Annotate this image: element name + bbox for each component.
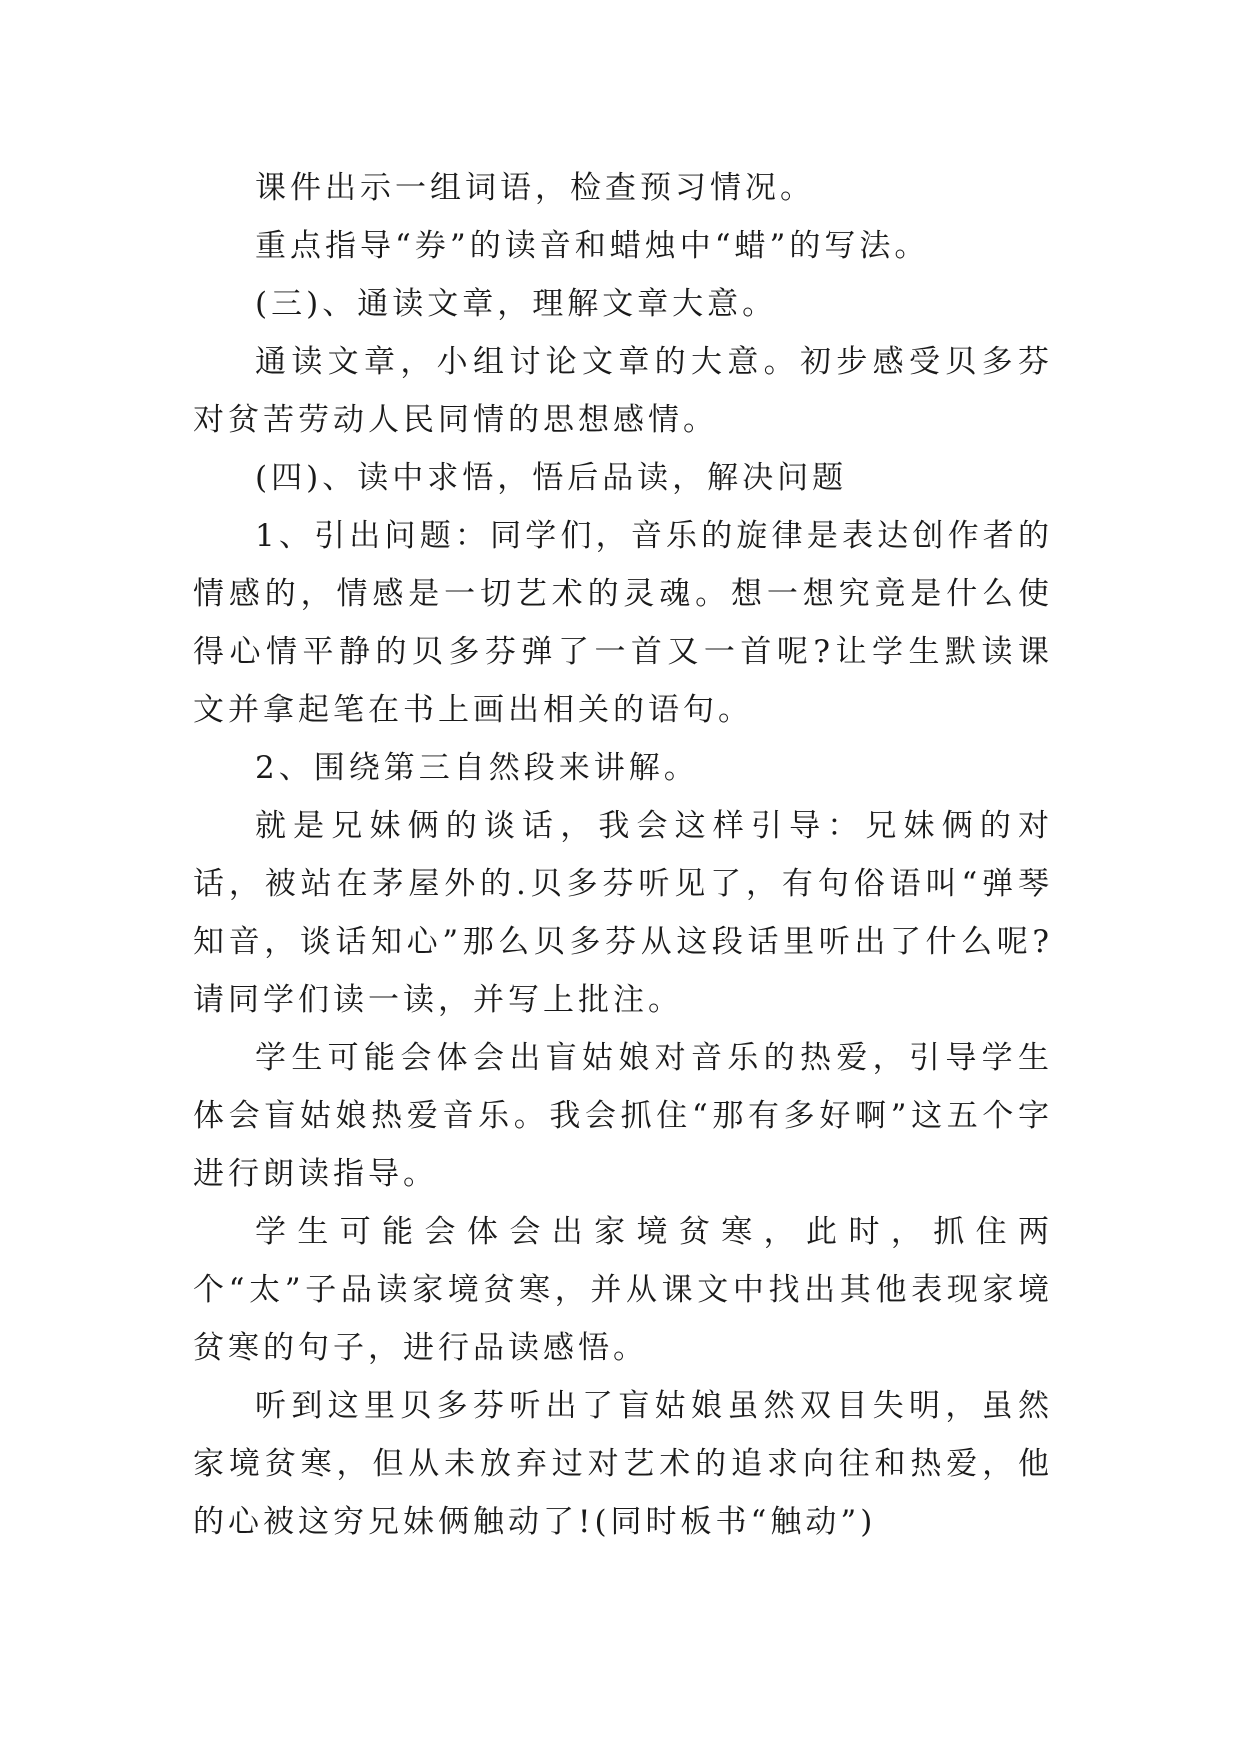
section-heading: (四)、读中求悟，悟后品读，解决问题 bbox=[255, 460, 848, 496]
section-heading: (三)、通读文章，理解文章大意。 bbox=[255, 286, 778, 322]
paragraph: 学生可能会体会出盲姑娘对音乐的热爱，引导学生体会盲姑娘热爱音乐。我会抓住“那有多好啊”这五个字进行朗读指导。 bbox=[193, 1040, 1053, 1192]
paragraph: 1、引出问题：同学们，音乐的旋律是表达创作者的情感的，情感是一切艺术的灵魂。想一想究竟是什么使得心情平静的贝多芬弹了一首又一首呢?让学生默读课文并拿起笔在书上画出相关的语句。 bbox=[193, 518, 1053, 728]
document-body bbox=[193, 159, 1053, 1551]
paragraph: 课件出示一组词语，检查预习情况。 bbox=[255, 170, 815, 206]
paragraph: 重点指导“券”的读音和蜡烛中“蜡”的写法。 bbox=[255, 228, 930, 264]
paragraph: 2、围绕第三自然段来讲解。 bbox=[255, 750, 699, 786]
paragraph: 学生可能会体会出家境贫寒，此时，抓住两个“太”子品读家境贫寒，并从课文中找出其他表现家境贫寒的句子，进行品读感悟。 bbox=[193, 1214, 1053, 1366]
paragraph: 通读文章，小组讨论文章的大意。初步感受贝多芬对贫苦劳动人民同情的思想感情。 bbox=[193, 344, 1053, 438]
paragraph: 就是兄妹俩的谈话，我会这样引导：兄妹俩的对话，被站在茅屋外的.贝多芬听见了，有句俗语叫“弹琴知音，谈话知心”那么贝多芬从这段话里听出了什么呢?请同学们读一读，并写上批注。 bbox=[193, 808, 1053, 1018]
paragraph: 听到这里贝多芬听出了盲姑娘虽然双目失明，虽然家境贫寒，但从未放弃过对艺术的追求向往和热爱，他的心被这穷兄妹俩触动了!(同时板书“触动”) bbox=[193, 1388, 1053, 1540]
